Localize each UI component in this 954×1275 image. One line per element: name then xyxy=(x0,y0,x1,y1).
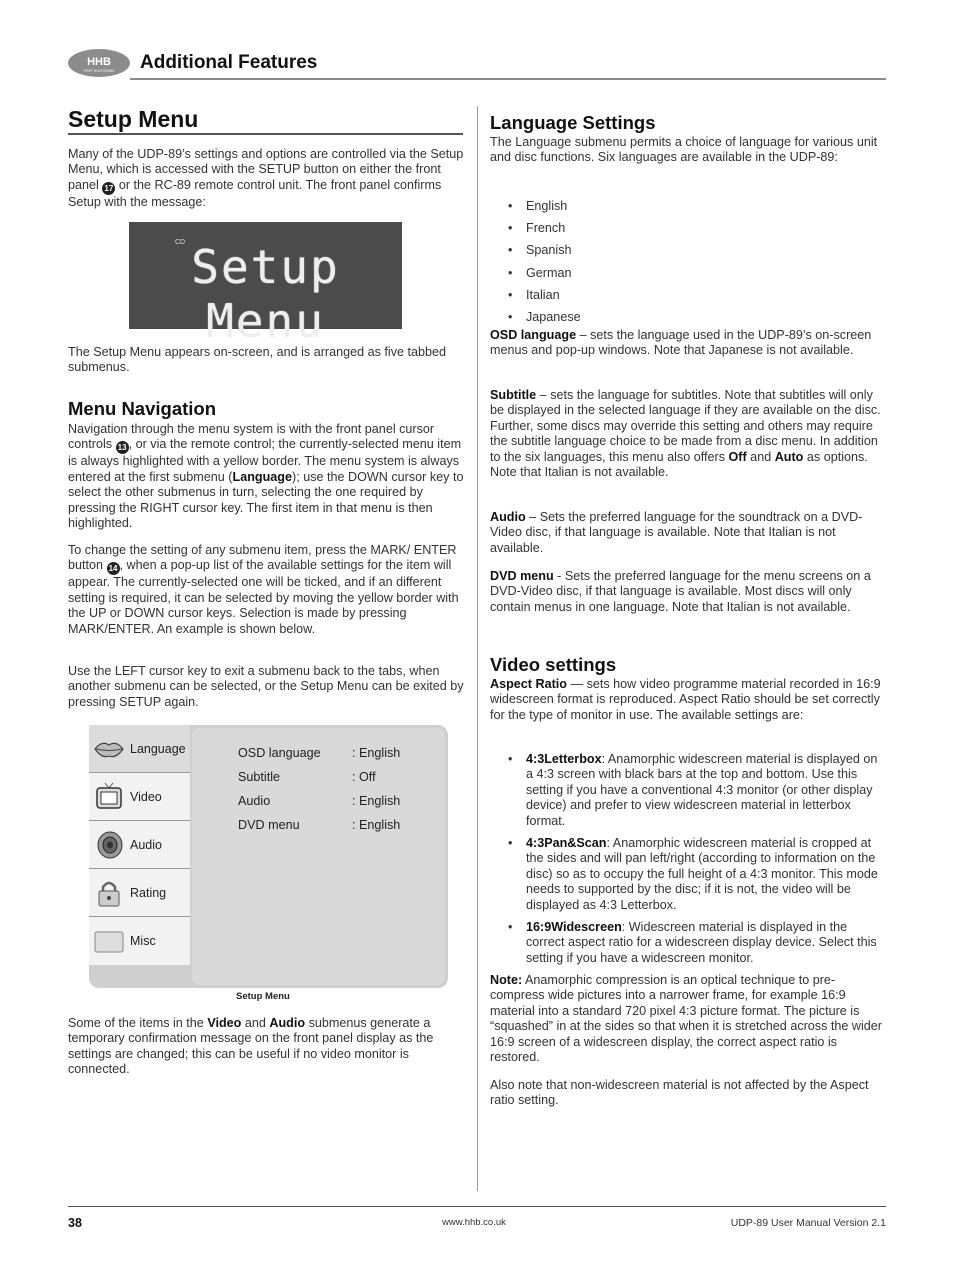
menu-navigation-heading: Menu Navigation xyxy=(68,398,217,419)
aspect-ratio-paragraph xyxy=(490,677,886,723)
option-value: : English xyxy=(352,746,401,760)
intro-paragraph xyxy=(68,147,464,210)
option-text: : Anamorphic widescreen material is cropped at the sides and will pan left/right (according to information on the disc) so as to occupy the full height of a 4:3 monitor. This mode needs to supported by the disc; if it is not, the video will be displayed as 4:3 Letterbox. xyxy=(526,836,878,912)
television-icon xyxy=(93,782,125,812)
tab-label: Language xyxy=(130,742,186,756)
option-name: Audio xyxy=(238,794,271,808)
osd-label: OSD language xyxy=(490,328,577,342)
option-value: : English xyxy=(352,794,401,808)
column-divider xyxy=(477,106,478,1191)
list-item: • Italian xyxy=(490,284,790,306)
list-item: • Japanese xyxy=(490,306,790,328)
list-item xyxy=(490,920,886,966)
audio-text: – Sets the preferred language for the soundtrack on a DVD-Video disc, if that language is available. Note that Italian is not available. xyxy=(490,510,863,555)
header-rule xyxy=(130,78,886,80)
closing-paragraph xyxy=(68,1016,464,1078)
nav-paragraph-1 xyxy=(68,422,464,531)
list-item: • French xyxy=(490,217,790,239)
padlock-icon xyxy=(93,878,125,908)
nav-paragraph-3: Use the LEFT cursor key to exit a submenu back to the tabs, when another submenu can be selected, or the Setup Menu can be exited by pressing SETUP again. xyxy=(68,664,464,709)
lips-icon xyxy=(93,734,125,764)
language-settings-heading: Language Settings xyxy=(490,112,656,133)
misc-icon xyxy=(93,926,125,956)
title-rule xyxy=(68,133,463,135)
logo-subtext: FIRST IN LISTENING xyxy=(83,69,115,73)
note-paragraph xyxy=(490,973,886,1065)
tab-label: Misc xyxy=(130,934,156,948)
subtitle-text-3: as options. Note that Italian is not available. xyxy=(490,449,868,480)
aspect-label: Aspect Ratio xyxy=(490,677,567,691)
tab-video xyxy=(89,773,190,821)
aspect-text: — sets how video programme material recorded in 16:9 widescreen format is reproduced. Aspect Ratio should be set correctly for the type of monitor in use. The available settings are: xyxy=(490,677,881,722)
nav2-text-2: , when a pop-up list of the available settings for the item will appear. The currently-selected one will be ticked, and if an different setting is required, it can be selected by moving the yellow border with the UP or DOWN cursor keys. Selection is made by pressing MARK/ENTER. An example is shown below. xyxy=(68,558,459,636)
closing-text-2: and xyxy=(244,1016,266,1030)
option-text: : Anamorphic widescreen material is displayed on a 4:3 screen with black bars at the top and bottom. Use this setting if you have a conventional 4:3 monitor (or other display device) and prefer to view widescreen material in letterbox format. xyxy=(526,752,878,828)
lcd-cd-indicator: CD xyxy=(175,239,186,246)
page-title: Setup Menu xyxy=(68,106,199,132)
aspect-options-list xyxy=(490,752,886,966)
list-item: • German xyxy=(490,262,790,284)
tab-audio xyxy=(89,821,190,869)
note-text: Anamorphic compression is an optical technique to pre-compress wide pictures into a narrower frame, for example 16:9 material into a standard 720 pixel 4:3 picture format. The picture is “squashed” in at the sides so that when it is stretched across the wider 16:9 screen of a widescreen display, the correct aspect ratio is restored. xyxy=(490,973,883,1065)
tab-label: Rating xyxy=(130,886,167,900)
option-value: : Off xyxy=(352,770,376,784)
option-label: 4:3Letterbox xyxy=(526,752,602,766)
nav1-text-2: , or via the remote control; the currently-selected menu item is always highlighted with a yellow border. The menu system is always entered at the first submenu ( xyxy=(68,437,462,484)
tab-misc xyxy=(89,917,190,965)
subtitle-paragraph xyxy=(490,388,886,480)
lcd-message: Setup Menu xyxy=(191,240,340,348)
intro-text-2: or the RC-89 remote control unit. The front panel confirms Setup with the message: xyxy=(68,177,442,209)
list-item: • Spanish xyxy=(490,239,790,261)
dvdmenu-text: - Sets the preferred language for the menu screens on a DVD-Video disc, if that language is available. Most discs will only contain menus in one language. Note that Italian is not available. xyxy=(490,569,871,614)
subtitle-text-1: – sets the language for subtitles. Note that subtitles will only be displayed in the selected language if they are available on the disc. Further, some discs may override this setting and others may require the subtitle language choice to be made from a disc menu. In addition to the six languages, this menu also offers xyxy=(490,388,881,464)
subtitle-bold-auto: Auto xyxy=(774,449,804,464)
footer-version: UDP-89 User Manual Version 2.1 xyxy=(730,1217,886,1229)
submenu-panel xyxy=(192,728,445,985)
option-name: Subtitle xyxy=(238,770,281,784)
option-label: 16:9Widescreen xyxy=(526,920,622,935)
option-name: DVD menu xyxy=(238,818,300,832)
intro-text-1: Many of the UDP-89’s settings and options are controlled via the Setup Menu, which is accessed with the SETUP button on either the front panel xyxy=(68,147,464,192)
dvdmenu-label: DVD menu xyxy=(490,569,554,583)
option-text: : Widescreen material is displayed in the correct aspect ratio for a widescreen display device. Select this setting if you have a widescreen monitor. xyxy=(526,920,877,965)
audio-label: Audio xyxy=(490,510,526,524)
nav-paragraph-2 xyxy=(68,543,464,637)
osd-language-paragraph xyxy=(490,328,886,359)
hhb-logo xyxy=(68,48,130,78)
option-value: : English xyxy=(352,818,401,832)
page-number: 38 xyxy=(68,1216,82,1230)
video-settings-heading: Video settings xyxy=(490,654,617,675)
nav1-text-1: Navigation through the menu system is with the front panel cursor controls xyxy=(68,422,435,452)
list-item: • English xyxy=(490,195,790,217)
tab-label: Video xyxy=(130,790,162,804)
subtitle-bold-off: Off xyxy=(728,449,747,464)
section-title: Additional Features xyxy=(140,52,318,73)
ref-17: 17 xyxy=(102,182,115,195)
figure-caption: Setup Menu xyxy=(236,991,290,1002)
language-intro: The Language submenu permits a choice of language for various unit and disc functions. Six languages are available in the UDP-89: xyxy=(490,135,878,165)
osd-text: – sets the language used in the UDP-89’s on-screen menus and pop-up windows. Note that Japanese is not available. xyxy=(490,328,872,358)
audio-paragraph xyxy=(490,510,886,556)
nav1-bold-language: Language xyxy=(232,469,292,484)
footer-rule xyxy=(68,1206,886,1207)
note-label: Note: xyxy=(490,973,523,987)
closing-text-3: submenus generate a temporary confirmation message on the front panel display as the settings are changed; this can be useful if no video monitor is connected. xyxy=(68,1016,434,1077)
closing-bold-audio: Audio xyxy=(269,1016,306,1030)
language-list xyxy=(490,195,790,328)
nav2-text-1: To change the setting of any submenu item, press the MARK/ ENTER button xyxy=(68,543,457,573)
ref-14: 14 xyxy=(107,562,120,575)
closing-text-1: Some of the items in the xyxy=(68,1016,204,1030)
dvd-menu-paragraph xyxy=(490,569,886,615)
list-item xyxy=(490,836,886,913)
ref-13: 13 xyxy=(116,441,129,454)
speaker-icon xyxy=(93,830,125,860)
logo-text: HHB xyxy=(87,56,111,68)
closing-bold-video: Video xyxy=(207,1016,242,1030)
nav1-text-3: ); use the DOWN cursor key to select the other submenus in turn, selecting the one required by pressing the RIGHT cursor key. The first item in that menu is then highlighted. xyxy=(68,469,464,531)
option-label: 4:3Pan&Scan xyxy=(526,836,607,851)
subtitle-text-2: and xyxy=(746,449,775,464)
tab-rating xyxy=(89,869,190,917)
also-note-paragraph: Also note that non-widescreen material is not affected by the Aspect ratio setting. xyxy=(490,1078,869,1108)
appears-paragraph: The Setup Menu appears on-screen, and is arranged as five tabbed submenus. xyxy=(68,345,447,375)
option-name: OSD language xyxy=(238,746,321,760)
subtitle-label: Subtitle xyxy=(490,388,537,402)
footer-url: www.hhb.co.uk xyxy=(442,1217,506,1228)
tab-language xyxy=(89,725,190,773)
list-item xyxy=(490,752,886,829)
tab-label: Audio xyxy=(130,838,162,852)
front-panel-display xyxy=(129,222,402,348)
setup-menu-figure xyxy=(89,725,448,988)
